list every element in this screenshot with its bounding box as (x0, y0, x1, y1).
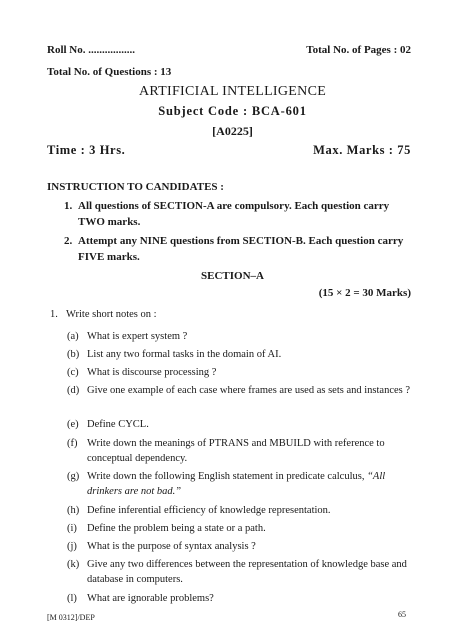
sub-question-text: Write down the following English statement in predicate calculus, (87, 471, 368, 482)
instruction-item (64, 198, 408, 230)
sub-question-label: (k) (67, 559, 80, 570)
header-row-3 (47, 143, 411, 158)
time-allowed: Time : 3 Hrs. (47, 143, 126, 157)
subject-code: Subject Code : BCA-601 (158, 104, 307, 118)
sub-question-quote: “All drinkers are not bad.” (87, 471, 386, 497)
sub-question (67, 436, 412, 466)
instruction-item (64, 233, 408, 265)
paper-title: ARTIFICIAL INTELLIGENCE (138, 84, 327, 99)
sub-question-label: (e) (67, 419, 79, 430)
sub-question-label: (l) (67, 593, 77, 604)
sub-question-text: List any two formal tasks in the domain of AI. (87, 349, 282, 360)
question-text: Write short notes on : (66, 309, 157, 320)
sub-question-text: What is the purpose of syntax analysis ? (87, 541, 256, 552)
sub-question-label: (b) (67, 349, 80, 360)
question-number: 1. (50, 309, 58, 320)
sub-question (67, 557, 412, 587)
total-questions: Total No. of Questions : 13 (47, 66, 172, 78)
sub-question-text: Write down the meanings of PTRANS and MBUILD with reference to conceptual dependency. (87, 438, 385, 464)
total-pages: Total No. of Pages : 02 (306, 44, 411, 56)
sub-question (67, 539, 412, 554)
sub-question (67, 469, 412, 499)
footer-code: [M 0312]/DEP (47, 613, 95, 622)
sub-question (67, 521, 412, 536)
section-marks: (15 × 2 = 30 Marks) (318, 287, 411, 299)
instruction-text: All questions of SECTION-A are compulsory. Each question carry TWO marks. (78, 200, 390, 228)
sub-question-text: Give any two differences between the representation of knowledge base and database in computers. (87, 559, 407, 585)
sub-question (67, 591, 412, 606)
sub-question-label: (j) (67, 541, 77, 552)
header-row-1 (47, 44, 411, 56)
sub-question (67, 365, 412, 380)
sub-question-text: Define CYCL. (87, 419, 149, 430)
sub-question-text: Define inferential efficiency of knowledge representation. (87, 505, 331, 516)
instruction-number: 1. (64, 200, 73, 212)
sub-question-label: (a) (67, 331, 79, 342)
sub-question-text: What is discourse processing ? (87, 367, 217, 378)
sub-question (67, 329, 412, 344)
sub-question-text: What is expert system ? (87, 331, 188, 342)
sub-question (67, 347, 412, 362)
sub-question-label: (i) (67, 523, 77, 534)
max-marks: Max. Marks : 75 (313, 143, 411, 157)
sub-question-text: Give one example of each case where frames are used as sets and instances ? (87, 385, 411, 396)
sub-question-label: (d) (67, 385, 80, 396)
paper-code: [A0225] (212, 124, 253, 138)
sub-question-text: Define the problem being a state or a path. (87, 523, 266, 534)
roll-number: Roll No. ................. (47, 44, 135, 56)
sub-question (67, 503, 412, 518)
page-number: 65 (398, 610, 406, 619)
sub-question-text-wrap (87, 469, 412, 499)
section-title: SECTION–A (201, 270, 264, 282)
instructions-heading: INSTRUCTION TO CANDIDATES : (47, 181, 224, 193)
sub-question-label: (f) (67, 438, 78, 449)
sub-question-label: (h) (67, 505, 80, 516)
instruction-text: Attempt any NINE questions from SECTION-B. Each question carry FIVE marks. (78, 235, 404, 263)
instruction-number: 2. (64, 235, 73, 247)
sub-question (67, 417, 412, 432)
sub-question-label: (g) (67, 471, 80, 482)
sub-question-text: What are ignorable problems? (87, 593, 214, 604)
sub-question-label: (c) (67, 367, 79, 378)
header-row-2 (47, 66, 411, 78)
sub-question (67, 383, 412, 398)
